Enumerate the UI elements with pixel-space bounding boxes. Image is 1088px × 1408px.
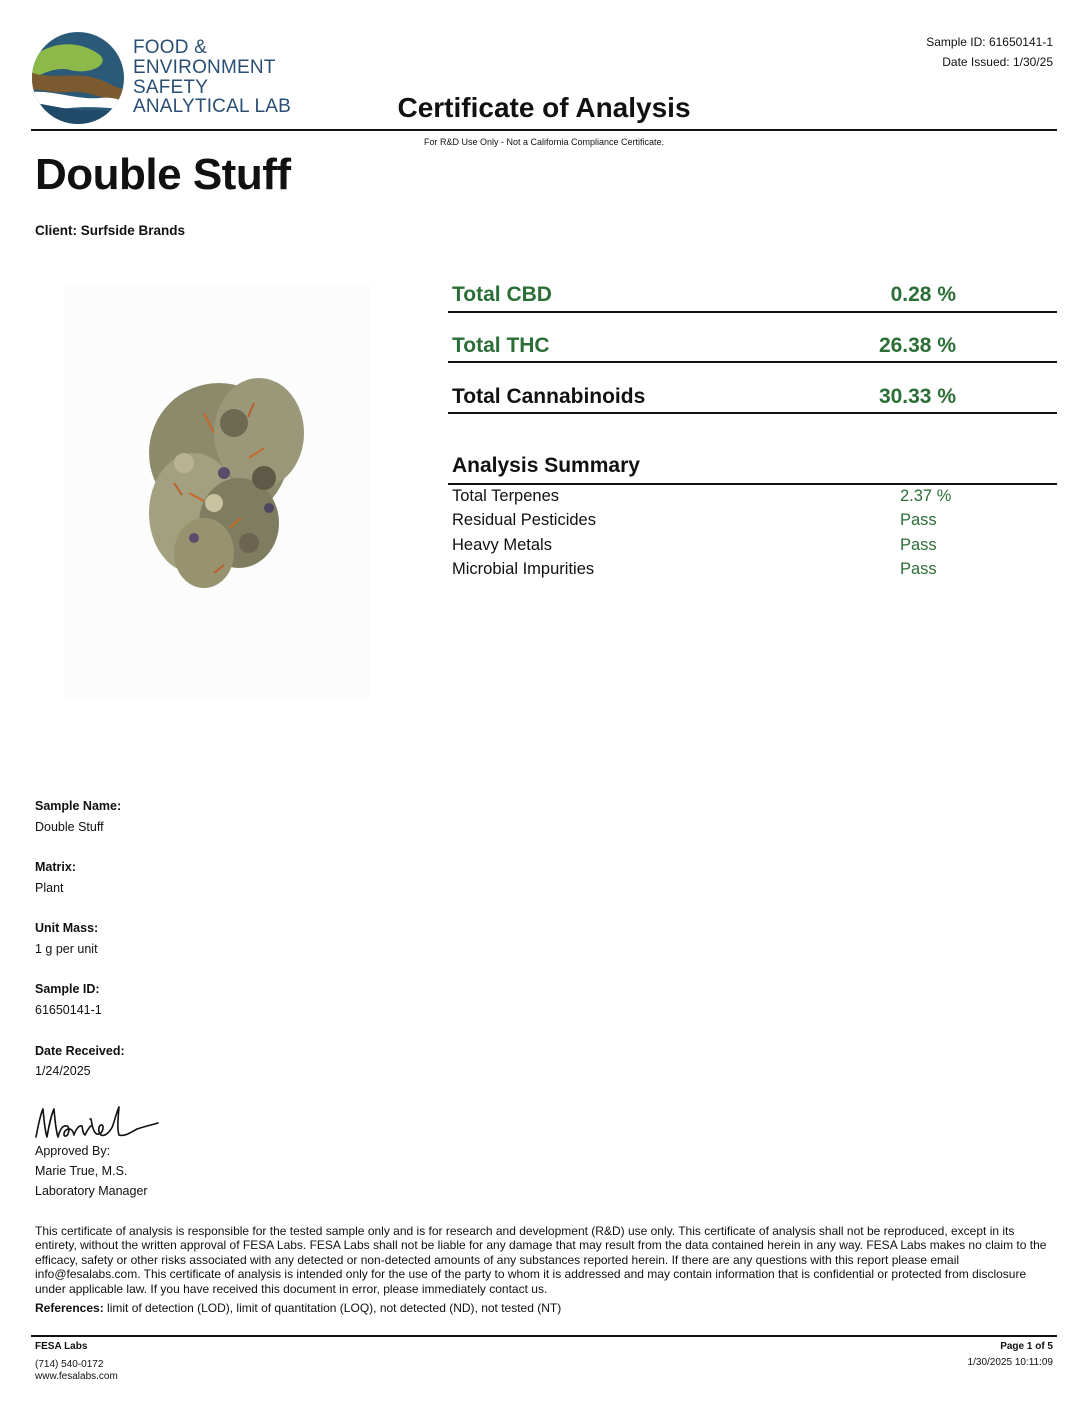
product-name: Double Stuff bbox=[35, 150, 291, 199]
approver-name: Marie True, M.S. bbox=[35, 1164, 128, 1178]
disclaimer-text: This certificate of analysis is responsible for the tested sample only and is for research and development (R&D) use only. This certificate of analysis shall not be reproduced, except in its entirety, without the written approval of FESA Labs. FESA Labs shall not be liable for any damage that may result from the data contained herein in any way. FESA Labs makes no claim to the efficacy, safety or other risks associated with any detected or non-detected amounts of any substances reported herein. If there are any questions with this report please email info@fesalabs.com. This certificate of analysis is intended only for the use of the party to whom it is addressed and may contain information that is confidential or protected from disclosure under applicable law. If you have received this document in error, please immediately contact us. bbox=[35, 1224, 1047, 1296]
summary-row bbox=[452, 487, 1052, 511]
references-label: References: bbox=[35, 1301, 104, 1315]
total-cbd-value: 0.28 % bbox=[890, 283, 956, 306]
unit-mass-value: 1 g per unit bbox=[35, 942, 98, 956]
total-thc-value: 26.38 % bbox=[878, 334, 956, 357]
product-photo bbox=[64, 283, 370, 698]
date-received-value: 1/24/2025 bbox=[35, 1064, 91, 1078]
sample-name-label: Sample Name: bbox=[35, 799, 122, 813]
footer-page-number: Page 1 of 5 bbox=[1000, 1341, 1053, 1352]
summary-row bbox=[452, 511, 1052, 535]
summary-row-label: Residual Pesticides bbox=[452, 511, 596, 529]
approver-role: Laboratory Manager bbox=[35, 1184, 148, 1198]
summary-row-value: Pass bbox=[900, 536, 937, 554]
total-cannabinoids-value: 30.33 % bbox=[878, 385, 956, 408]
document-title: Certificate of Analysis bbox=[397, 92, 691, 123]
approved-by-label: Approved By: bbox=[35, 1144, 111, 1158]
footer-company: FESA Labs bbox=[35, 1341, 88, 1352]
summary-row-label: Microbial Impurities bbox=[452, 560, 595, 578]
logo-text-line-3: SAFETY bbox=[133, 77, 209, 98]
footer-website: www.fesalabs.com bbox=[35, 1371, 118, 1382]
summary-row-value: 2.37 % bbox=[900, 487, 952, 505]
summary-row bbox=[452, 560, 1052, 584]
summary-row bbox=[452, 536, 1052, 560]
summary-row-value: Pass bbox=[900, 560, 937, 578]
header-divider bbox=[31, 129, 1057, 131]
footer-timestamp: 1/30/2025 10:11:09 bbox=[967, 1357, 1053, 1368]
footer-divider bbox=[31, 1335, 1057, 1337]
logo-text-line-2: ENVIRONMENT bbox=[133, 57, 276, 78]
matrix-label: Matrix: bbox=[35, 860, 76, 874]
total-thc-divider bbox=[448, 361, 1057, 363]
references-text: limit of detection (LOD), limit of quantitation (LOQ), not detected (ND), not tested (NT) bbox=[107, 1301, 562, 1315]
total-cannabinoids-divider bbox=[448, 412, 1057, 414]
signature-image bbox=[33, 1101, 161, 1145]
summary-row-value: Pass bbox=[900, 511, 937, 529]
matrix-value: Plant bbox=[35, 881, 64, 895]
date-received-label: Date Received: bbox=[35, 1044, 125, 1058]
footer-phone: (714) 540-0172 bbox=[35, 1359, 104, 1370]
analysis-summary-title: Analysis Summary bbox=[452, 454, 640, 477]
references bbox=[35, 1301, 561, 1315]
analysis-summary-divider bbox=[448, 483, 1057, 485]
sample-id-label: Sample ID: bbox=[35, 982, 100, 996]
total-thc-label: Total THC bbox=[452, 334, 550, 357]
logo-text-line-4: ANALYTICAL LAB bbox=[133, 96, 292, 117]
compliance-note: For R&D Use Only - Not a California Compliance Certificate. bbox=[423, 137, 665, 147]
client-name: Client: Surfside Brands bbox=[35, 223, 186, 238]
unit-mass-label: Unit Mass: bbox=[35, 921, 99, 935]
summary-row-label: Heavy Metals bbox=[452, 536, 552, 554]
total-cbd-divider bbox=[448, 311, 1057, 313]
total-cannabinoids-label: Total Cannabinoids bbox=[452, 385, 646, 408]
header-date-issued: Date Issued: 1/30/25 bbox=[942, 55, 1053, 69]
header-sample-id: Sample ID: 61650141-1 bbox=[926, 35, 1053, 49]
total-cbd-label: Total CBD bbox=[452, 283, 552, 306]
sample-name-value: Double Stuff bbox=[35, 820, 104, 834]
logo-text-line-1: FOOD & bbox=[133, 37, 208, 58]
summary-row-label: Total Terpenes bbox=[452, 487, 560, 505]
sample-id-value: 61650141-1 bbox=[35, 1003, 102, 1017]
